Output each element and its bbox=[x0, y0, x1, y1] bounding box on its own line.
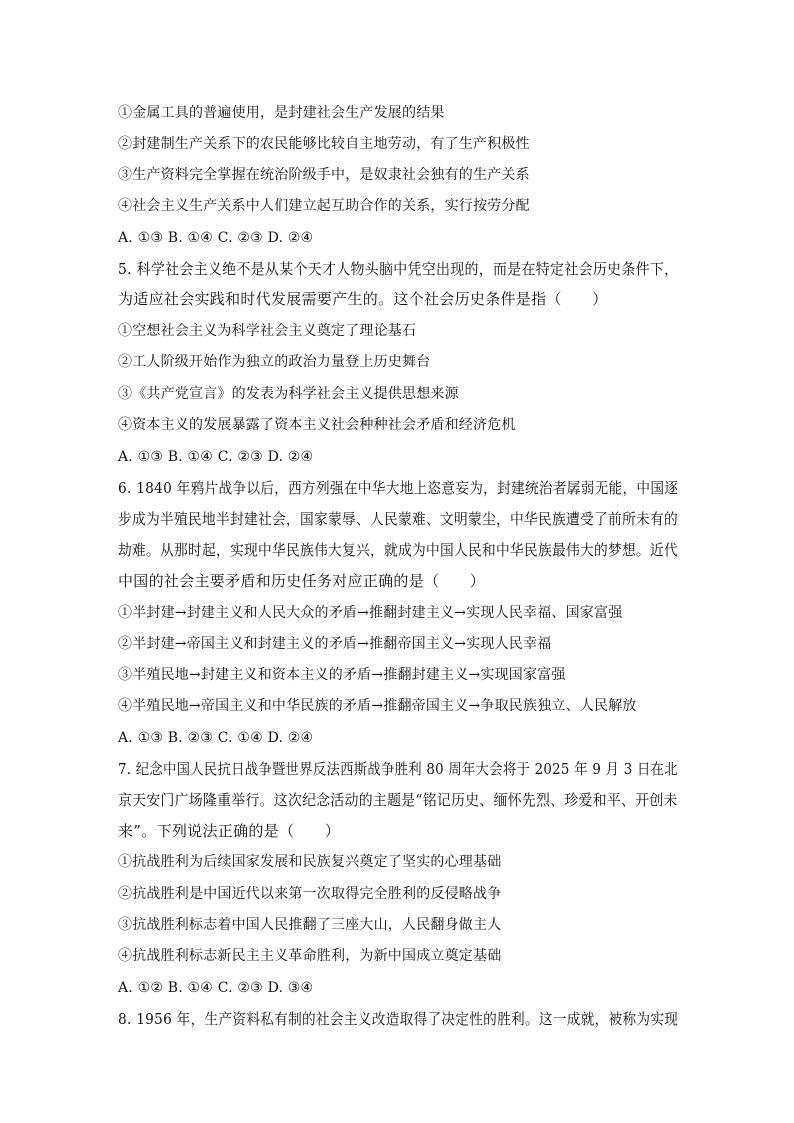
q4-option-3: ③生产资料完全掌握在统治阶级手中，是奴隶社会独有的生产关系 bbox=[118, 167, 530, 183]
q5-answer-choices: A. ①③ B. ①④ C. ②③ D. ②④ bbox=[118, 449, 314, 465]
q7-option-2: ②抗战胜利是中国近代以来第一次取得完全胜利的反侵略战争 bbox=[118, 886, 502, 902]
q5-option-4: ④资本主义的发展暴露了资本主义社会种种社会矛盾和经济危机 bbox=[118, 417, 516, 433]
q5-option-3: ③《共产党宣言》的发表为科学社会主义提供思想来源 bbox=[118, 386, 459, 402]
q7-stem-line-1: 7. 纪念中国人民抗日战争暨世界反法西斯战争胜利 80 周年大会将于 2025 年 9 月 3 日在北 bbox=[118, 760, 678, 778]
q6-option-2: ②半封建→帝国主义和封建主义的矛盾→推翻帝国主义→实现人民幸福 bbox=[118, 636, 552, 652]
q6-stem-line-1: 6. 1840 年鸦片战争以后，西方列强在中华大地上恣意妄为，封建统治者孱弱无能，中国逐 bbox=[118, 479, 679, 497]
q5-stem-line-2: 为适应社会实践和时代发展需要产生的。这个社会历史条件是指（ ） bbox=[118, 290, 608, 308]
q7-stem-line-3: 来”。下列说法正确的是（ ） bbox=[118, 822, 341, 840]
q6-stem-line-2: 步成为半殖民地半封建社会，国家蒙辱、人民蒙难、文明蒙尘，中华民族遭受了前所未有的 bbox=[118, 510, 678, 528]
q7-option-3: ③抗战胜利标志着中国人民推翻了三座大山，人民翻身做主人 bbox=[118, 917, 502, 933]
q7-answer-choices: A. ①② B. ①④ C. ②③ D. ③④ bbox=[118, 980, 314, 996]
q6-stem-line-4: 中国的社会主要矛盾和历史任务对应正确的是（ ） bbox=[118, 572, 486, 590]
q6-option-3: ③半殖民地→封建主义和资本主义的矛盾→推翻封建主义→实现国家富强 bbox=[118, 667, 566, 683]
q6-answer-choices: A. ①③ B. ②③ C. ①④ D. ②④ bbox=[118, 730, 314, 746]
q8-stem-line-1: 8. 1956 年，生产资料私有制的社会主义改造取得了决定性的胜利。这一成就，被称为实现 bbox=[118, 1010, 679, 1028]
q5-option-1: ①空想社会主义为科学社会主义奠定了理论基石 bbox=[118, 323, 417, 339]
q7-stem-line-2: 京天安门广场隆重举行。这次纪念活动的主题是“铭记历史、缅怀先烈、珍爱和平、开创未 bbox=[118, 791, 678, 809]
q7-option-1: ①抗战胜利为后续国家发展和民族复兴奠定了坚实的心理基础 bbox=[118, 854, 502, 870]
q5-option-2: ②工人阶级开始作为独立的政治力量登上历史舞台 bbox=[118, 354, 431, 370]
q4-answer-choices: A. ①③ B. ①④ C. ②③ D. ②④ bbox=[118, 230, 314, 246]
q7-option-4: ④抗战胜利标志新民主主义革命胜利，为新中国成立奠定基础 bbox=[118, 948, 502, 964]
q6-option-1: ①半封建→封建主义和人民大众的矛盾→推翻封建主义→实现人民幸福、国家富强 bbox=[118, 605, 623, 621]
q4-option-1: ①金属工具的普遍使用，是封建社会生产发展的结果 bbox=[118, 105, 445, 121]
q5-stem-line-1: 5. 科学社会主义绝不是从某个天才人物头脑中凭空出现的，而是在特定社会历史条件下， bbox=[118, 260, 679, 278]
q6-option-4: ④半殖民地→帝国主义和中华民族的矛盾→推翻帝国主义→争取民族独立、人民解放 bbox=[118, 698, 637, 714]
q4-option-4: ④社会主义生产关系中人们建立起互助合作的关系，实行按劳分配 bbox=[118, 198, 530, 214]
q6-stem-line-3: 劫难。从那时起，实现中华民族伟大复兴，就成为中国人民和中华民族最伟大的梦想。近代 bbox=[118, 541, 678, 559]
q4-option-2: ②封建制生产关系下的农民能够比较自主地劳动，有了生产积极性 bbox=[118, 136, 530, 152]
